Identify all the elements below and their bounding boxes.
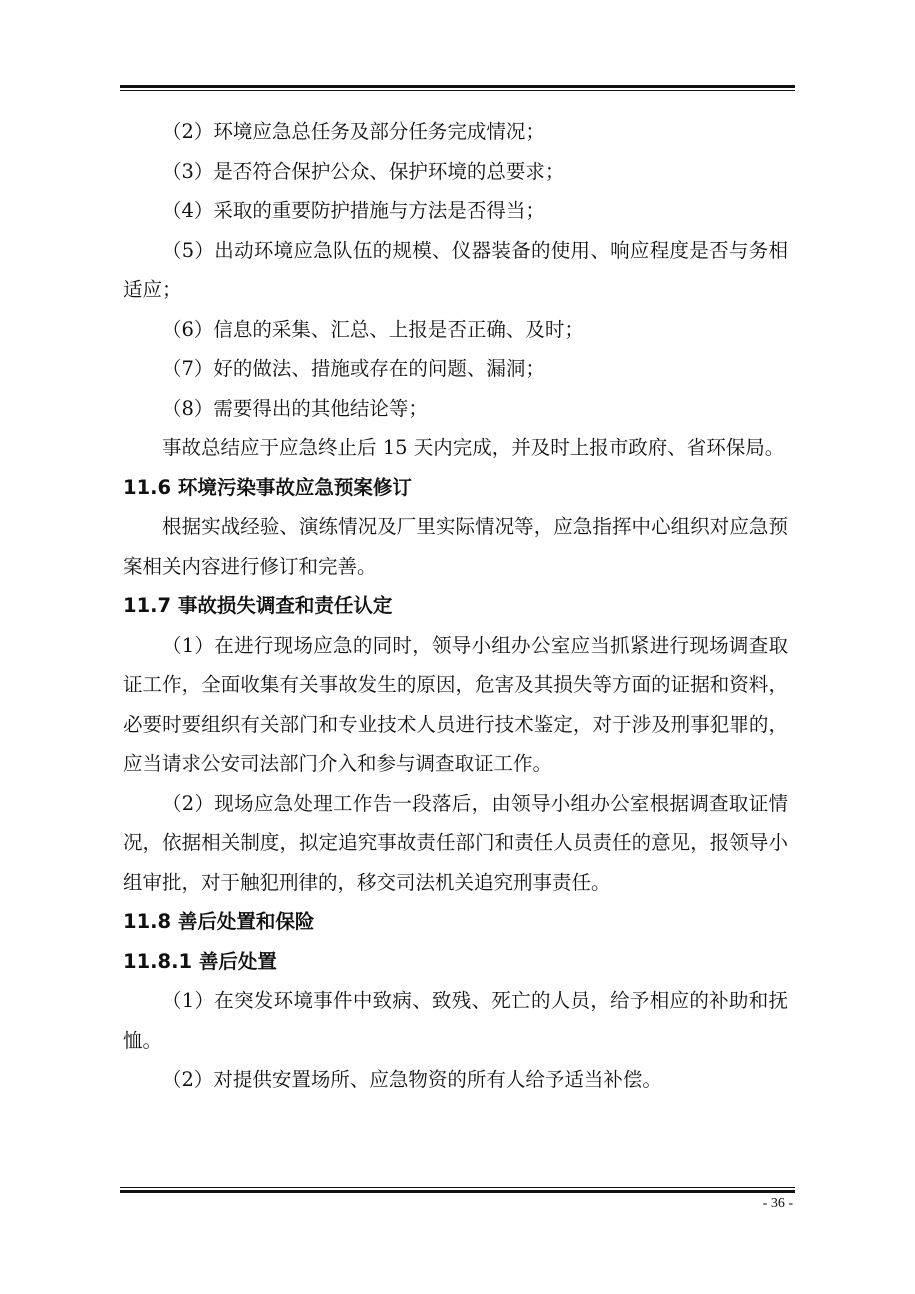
paragraph: （2）现场应急处理工作告一段落后，由领导小组办公室根据调查取证情况，依据相关制度，拟定追究事故责任部门和责任人员责任的意见，报领导小组审批，对于触犯刑律的，移交司法机关追究刑事责任。 [123,791,788,894]
document-body [123,112,788,1100]
paragraph: （2）对提供安置场所、应急物资的所有人给予适当补偿。 [162,1068,662,1091]
header-rule [120,85,795,91]
footer-rule [120,1187,795,1193]
section-heading-11-8-1: 11.8.1 善后处置 [123,949,277,973]
paragraph: 事故总结应于应急终止后 15 天内完成，并及时上报市政府、省环保局。 [162,436,785,459]
paragraph: （4）采取的重要防护措施与方法是否得当； [162,199,545,222]
page-number: - 36 - [762,1196,793,1211]
paragraph: （8）需要得出的其他结论等； [162,396,428,420]
paragraph: （6）信息的采集、汇总、上报是否正确、及时； [162,317,584,341]
paragraph: （1）在进行现场应急的同时，领导小组办公室应当抓紧进行现场调查取证工作，全面收集有关事故发生的原因，危害及其损失等方面的证据和资料，必要时要组织有关部门和专业技术人员进行技术鉴定，对于涉及刑事犯罪的，应当请求公安司法部门介入和参与调查取证工作。 [123,633,788,775]
section-heading-11-7: 11.7 事故损失调查和责任认定 [123,594,393,617]
paragraph: （5）出动环境应急队伍的规模、仪器装备的使用、响应程度是否与务相适应； [123,238,788,301]
section-heading-11-6: 11.6 环境污染事故应急预案修订 [123,475,412,499]
paragraph: （7）好的做法、措施或存在的问题、漏洞； [162,357,545,380]
paragraph: 根据实战经验、演练情况及厂里实际情况等，应急指挥中心组织对应急预案相关内容进行修订和完善。 [123,515,788,578]
paragraph: （2）环境应急总任务及部分任务完成情况； [162,120,545,143]
paragraph: （1）在突发环境事件中致病、致残、死亡的人员，给予相应的补助和抚恤。 [123,989,788,1052]
section-heading-11-8: 11.8 善后处置和保险 [123,910,315,933]
paragraph: （3）是否符合保护公众、保护环境的总要求； [162,159,565,183]
